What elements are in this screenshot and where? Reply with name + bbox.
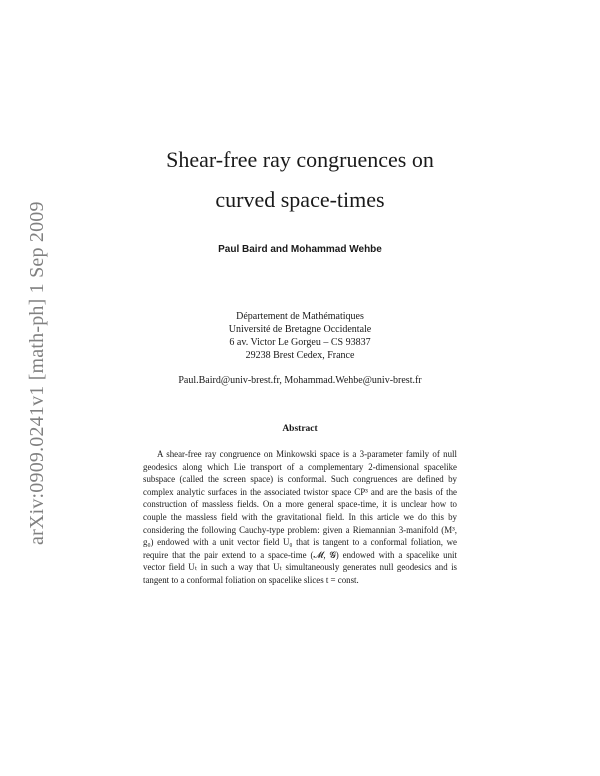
arxiv-sidebar xyxy=(20,185,52,545)
author-emails: Paul.Baird@univ-brest.fr, Mohammad.Wehbe@univ-brest.fr xyxy=(178,375,422,386)
title-line-1: Shear-free ray congruences on xyxy=(166,147,434,172)
paper-title xyxy=(0,140,600,220)
affiliation xyxy=(0,310,600,362)
title-line-2: curved space-times xyxy=(215,187,385,212)
affiliation-line-2: Université de Bretagne Occidentale xyxy=(228,324,372,335)
abstract-heading: Abstract xyxy=(282,424,318,434)
abstract-text: A shear-free ray congruence on Minkowski space is a 3-parameter family of null geodesics along which Lie transport of a complementary 2-dimensional spacelike subspace (called the screen space) is conformal. Such congruences are defined by complex analytic surfaces in the associated twistor space CP³ and are the basis of the construction of massless fields. On a more general space-time, it is unclear how to couple the massless field with the gravitational field. In this article we do this by considering the following Cauchy-type problem: given a Riemannian 3-manifold (M³, g₀) endowed with a unit vector field U₀ that is tangent to a conformal foliation, we require that the pair extend to a space-time (𝓜, 𝓖) endowed with a spacelike unit vector field Uₜ in such a way that Uₜ simultaneously generates null geodesics and is tangent to a conformal foliation on spacelike slices t = const. xyxy=(143,449,457,585)
affiliation-line-3: 6 av. Victor Le Gorgeu – CS 93837 xyxy=(229,337,371,348)
affiliation-line-4: 29238 Brest Cedex, France xyxy=(245,350,355,361)
affiliation-line-1: Département de Mathématiques xyxy=(236,311,364,322)
arxiv-identifier: arXiv:0909.0241v1 [math-ph] 1 Sep 2009 xyxy=(26,201,48,545)
authors: Paul Baird and Mohammad Wehbe xyxy=(218,244,382,255)
